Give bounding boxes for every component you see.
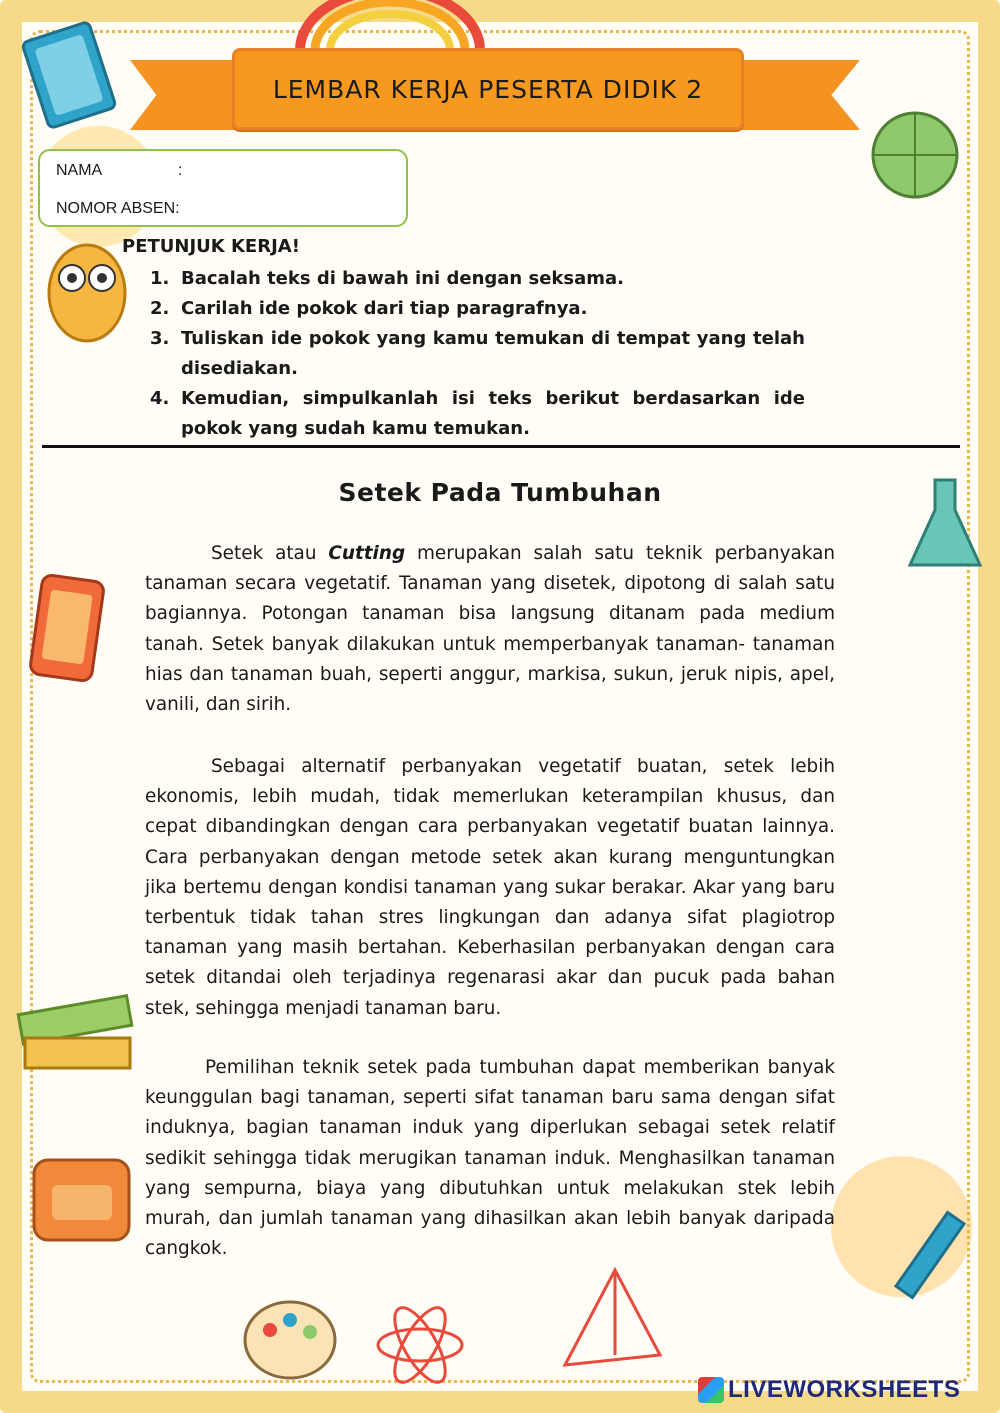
title-banner — [232, 48, 744, 130]
tablet-icon — [28, 570, 108, 690]
pencil-icon — [880, 1200, 980, 1320]
owl-icon — [42, 228, 132, 348]
absen-label: NOMOR ABSEN: — [56, 200, 180, 217]
article-title: Setek Pada Tumbuhan — [338, 478, 662, 507]
instruction-step: 4. Kemudian, simpulkanlah isi teks berikut berdasarkan ide pokok yang sudah kamu temukan. — [150, 388, 805, 439]
section-divider — [42, 445, 960, 448]
instruction-step: 1. Bacalah teks di bawah ini dengan seksama. — [150, 268, 624, 289]
instructions-heading: PETUNJUK KERJA! — [122, 236, 300, 257]
watermark-text: LIVEWORKSHEETS — [728, 1376, 961, 1403]
stacked-books-icon — [10, 990, 140, 1090]
instruction-step: 2. Carilah ide pokok dari tiap paragrafnya. — [150, 298, 588, 319]
name-colon: : — [178, 162, 183, 179]
instruction-step: 3. Tuliskan ide pokok yang kamu temukan di tempat yang telah disediakan. — [150, 328, 805, 379]
student-info-box — [38, 149, 408, 227]
atom-icon — [370, 1300, 470, 1390]
name-label: NAMA — [56, 162, 103, 179]
liveworksheets-watermark — [698, 1376, 960, 1404]
palette-icon — [240, 1290, 340, 1390]
worksheet-title: LEMBAR KERJA PESERTA DIDIK 2 — [272, 74, 704, 104]
globe-icon — [860, 100, 980, 210]
pyramid-icon — [545, 1260, 675, 1380]
absen-field[interactable] — [56, 200, 180, 218]
paragraph-3: Pemilihan teknik setek pada tumbuhan dapat memberikan banyak keunggulan bagi tanaman, seperti sifat tanaman baru sama dengan sifat induknya, bagian tanaman induk yang diperlukan sebagai setek relatif sedikit sehingga tidak merugikan tanaman induk. Menghasilkan tanaman yang sempurna, biaya yang dibutuhkan untuk melakukan stek lebih murah, dan jumlah tanaman yang dihasilkan akan lebih banyak daripada cangkok. — [145, 1057, 835, 1260]
paragraph-1: Setek atau Cutting merupakan salah satu teknik perbanyakan tanaman secara vegetatif. Tanaman yang disetek, dipotong di salah satu bagiannya. Potongan tanaman bisa langsung ditanam pada medium tanah. Setek banyak dilakukan untuk memperbanyak tanaman- tanaman hias dan tanaman buah, seperti anggur, markisa, sukun, jeruk nipis, apel, vanili, dan sirih. — [145, 543, 835, 716]
backpack-icon — [22, 1140, 142, 1250]
rainbow-icon — [290, 0, 490, 50]
liveworksheets-logo-icon — [698, 1377, 724, 1403]
name-input[interactable] — [196, 160, 396, 180]
absen-input[interactable] — [196, 198, 396, 218]
paragraph-2: Sebagai alternatif perbanyakan vegetatif buatan, setek lebih ekonomis, lebih mudah, tidak memerlukan keterampilan khusus, dan cepat dibandingkan dengan cara perbanyakan vegetatif buatan lainnya. Cara perbanyakan dengan metode setek akan kurang menguntungkan jika bertemu dengan kondisi tanaman yang sukar berakar. Akar yang baru terbentuk tidak tahan stres lingkungan dan adanya sifat plagiotrop tanaman yang masih bertahan. Keberhasilan perbanyakan dengan cara setek ditandai oleh terjadinya regenarasi akar dan pucuk pada bahan stek, sehingga menjadi tanaman baru. — [145, 756, 835, 1019]
cutting-term: Cutting — [328, 543, 406, 564]
book-icon — [14, 10, 134, 140]
instruction-list — [150, 264, 805, 444]
name-field[interactable] — [56, 162, 183, 180]
